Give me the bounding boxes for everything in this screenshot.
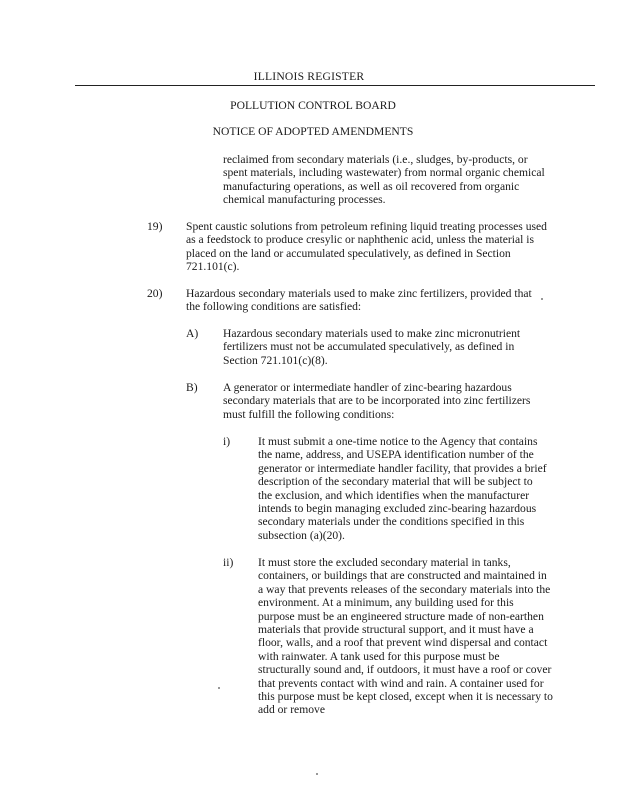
item-20-label: 20) [147, 287, 163, 300]
item-20-B-text: A generator or intermediate handler of zinc-bearing hazardous secondary materials that are to be incorporated into zinc fertilizers must fulfill the following conditions: [223, 381, 531, 421]
item-19-text: Spent caustic solutions from petroleum refining liquid treating processes used as a feedstock to produce cresylic or naphthenic acid, unless the material is placed on the land or accumulated speculatively, as defined in Section 721.101(c). [186, 220, 547, 274]
item-19-label: 19) [147, 220, 163, 233]
item-20-B-i-text: It must submit a one-time notice to the Agency that contains the name, address, and USEPA identification number of the generator or intermediate handler facility, that provides a brief description of the secondary material that will be subject to the exclusion, and which identifies when the manufacturer intends to begin managing excluded zinc-bearing hazardous secondary materials under the conditions specified in this subsection (a)(20). [258, 435, 547, 542]
item-20-A-text: Hazardous secondary materials used to make zinc micronutrient fertilizers must not be accumulated speculatively, as defined in Section 721.101(c)(8). [223, 327, 521, 367]
board-name: POLLUTION CONTROL BOARD [230, 99, 396, 112]
item-20-A-label: A) [186, 327, 199, 340]
notice-title: NOTICE OF ADOPTED AMENDMENTS [212, 125, 414, 138]
item-20-B-label: B) [186, 381, 198, 394]
scan-speck [541, 298, 543, 300]
header-rule [75, 85, 595, 86]
item-20-text: Hazardous secondary materials used to make zinc fertilizers, provided that the following conditions are satisfied: [186, 287, 532, 314]
item-20-B-ii-label: ii) [223, 556, 234, 569]
register-title: ILLINOIS REGISTER [253, 70, 365, 83]
item-20-B-ii-text: It must store the excluded secondary material in tanks, containers, or buildings that are constructed and maintained in a way that prevents releases of the secondary materials into the environment. At a minimum, any building used for this purpose must be an engineered structure made of non-earthen materials that provide structural support, and it must have a floor, walls, and a roof that prevent wind dispersal and contact with rainwater. A tank used for this purpose must be structurally sound and, if outdoors, it must have a roof or cover that prevents contact with wind and rain. A container used for this purpose must be kept closed, except when it is necessary to add or remove [258, 556, 553, 717]
item-20-B-i-label: i) [223, 435, 231, 448]
scan-speck [218, 687, 220, 689]
scan-speck [316, 773, 318, 775]
continuation-paragraph: reclaimed from secondary materials (i.e., sludges, by-products, or spent materials, including wastewater) from normal organic chemical manufacturing operations, as well as oil recovered from organic chemical manufacturing processes. [223, 153, 545, 207]
